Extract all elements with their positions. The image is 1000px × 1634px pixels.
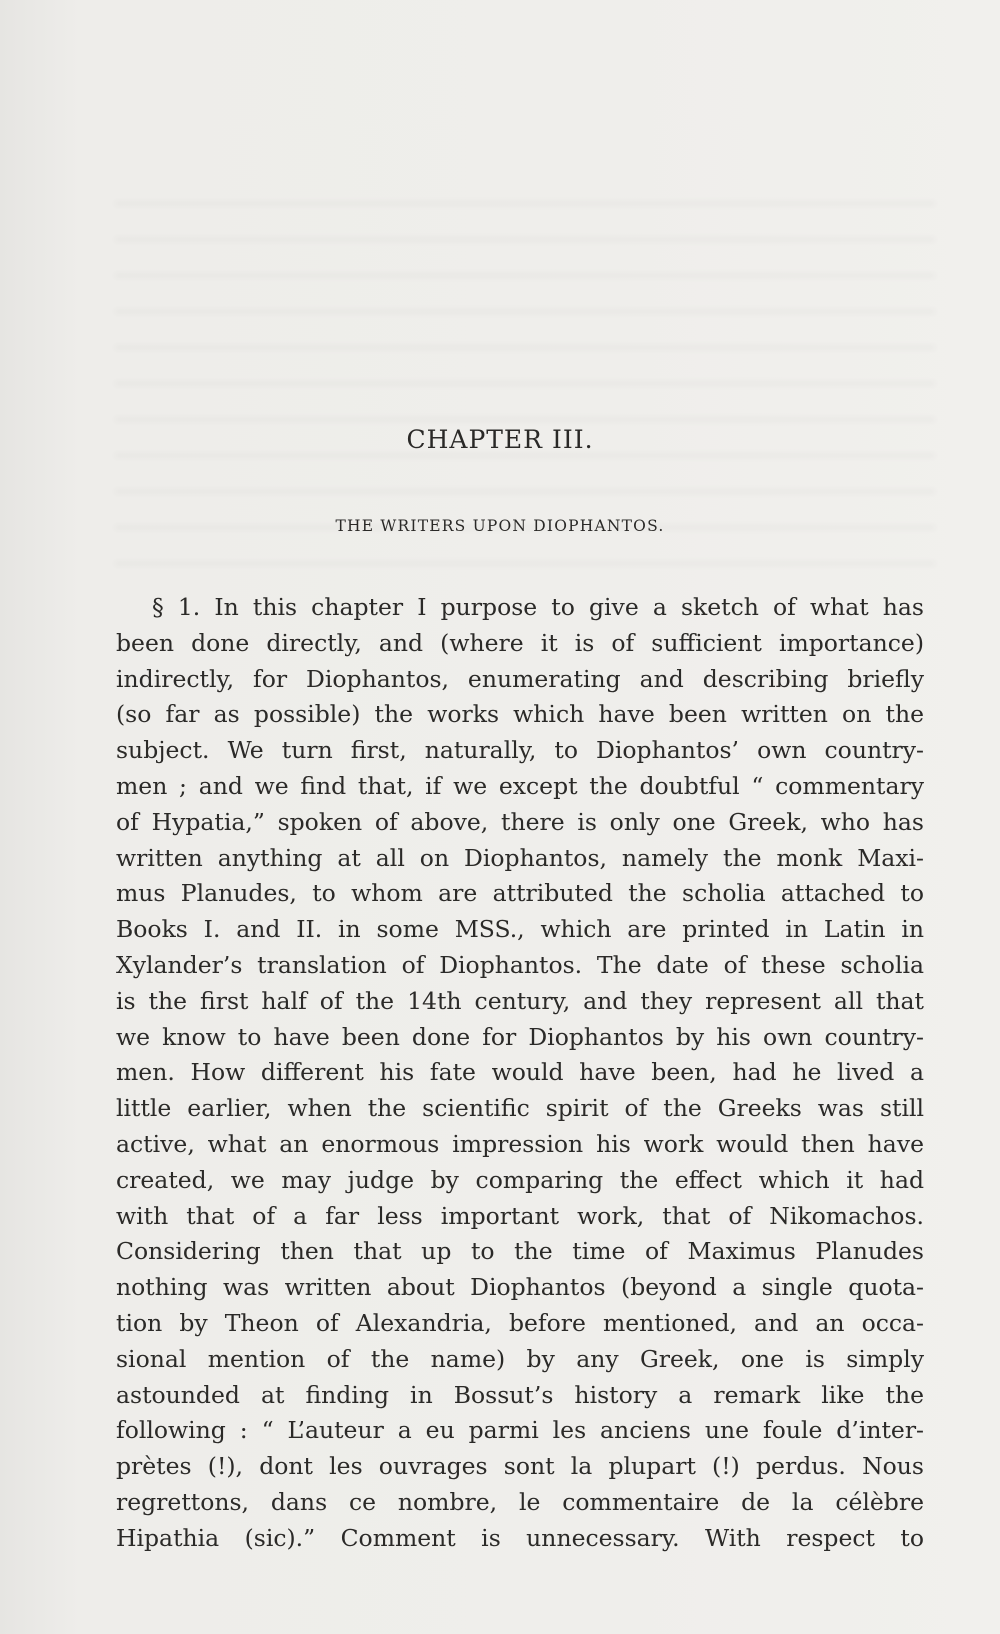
- body-paragraph: [116, 590, 924, 1557]
- text-line: sional mention of the name) by any Greek, one is simply: [116, 1344, 924, 1373]
- text-line: Xylander’s translation of Diophantos. The date of these scholia: [116, 950, 924, 979]
- text-line: § 1. In this chapter I purpose to give a sketch of what has: [152, 593, 924, 621]
- chapter-subtitle: THE WRITERS UPON DIOPHANTOS.: [335, 517, 665, 535]
- text-line: indirectly, for Diophantos, enumerating and describing briefly: [116, 664, 924, 693]
- chapter-title: CHAPTER III.: [406, 425, 594, 454]
- text-line: with that of a far less important work, that of Nikomachos.: [116, 1201, 924, 1230]
- text-line: mus Planudes, to whom are attributed the scholia attached to: [116, 879, 924, 908]
- text-line: little earlier, when the scientific spirit of the Greeks was still: [116, 1094, 924, 1123]
- text-line: astounded at finding in Bossut’s history a remark like the: [116, 1380, 924, 1409]
- text-line: subject. We turn first, naturally, to Diophantos’ own country-: [116, 736, 924, 765]
- text-line: of Hypatia,” spoken of above, there is only one Greek, who has: [116, 807, 924, 836]
- text-line: prètes (!), dont les ouvrages sont la plupart (!) perdus. Nous: [116, 1452, 924, 1481]
- text-line: created, we may judge by comparing the effect which it had: [116, 1165, 924, 1194]
- text-line: written anything at all on Diophantos, namely the monk Maxi-: [116, 843, 924, 872]
- text-line: (so far as possible) the works which have been written on the: [116, 700, 924, 729]
- show-through-texture: [115, 195, 935, 595]
- text-line: nothing was written about Diophantos (beyond a single quota-: [116, 1273, 924, 1302]
- text-line: been done directly, and (where it is of sufficient importance): [116, 628, 924, 657]
- text-line: following : “ L’auteur a eu parmi les anciens une foule d’inter-: [116, 1416, 924, 1445]
- text-line: active, what an enormous impression his work would then have: [116, 1129, 924, 1158]
- text-line: Considering then that up to the time of Maximus Planudes: [116, 1237, 924, 1266]
- text-line: we know to have been done for Diophantos by his own country-: [116, 1022, 924, 1051]
- text-line: men ; and we find that, if we except the doubtful “ commentary: [116, 771, 924, 800]
- text-line: tion by Theon of Alexandria, before mentioned, and an occa-: [116, 1308, 924, 1337]
- text-line: Books I. and II. in some MSS., which are printed in Latin in: [116, 915, 924, 944]
- text-line: is the first half of the 14th century, and they represent all that: [116, 986, 924, 1015]
- text-line: regrettons, dans ce nombre, le commentaire de la célèbre: [116, 1487, 924, 1516]
- text-line: Hipathia (sic).” Comment is unnecessary. With respect to: [116, 1523, 924, 1552]
- text-line: men. How different his fate would have been, had he lived a: [116, 1058, 924, 1087]
